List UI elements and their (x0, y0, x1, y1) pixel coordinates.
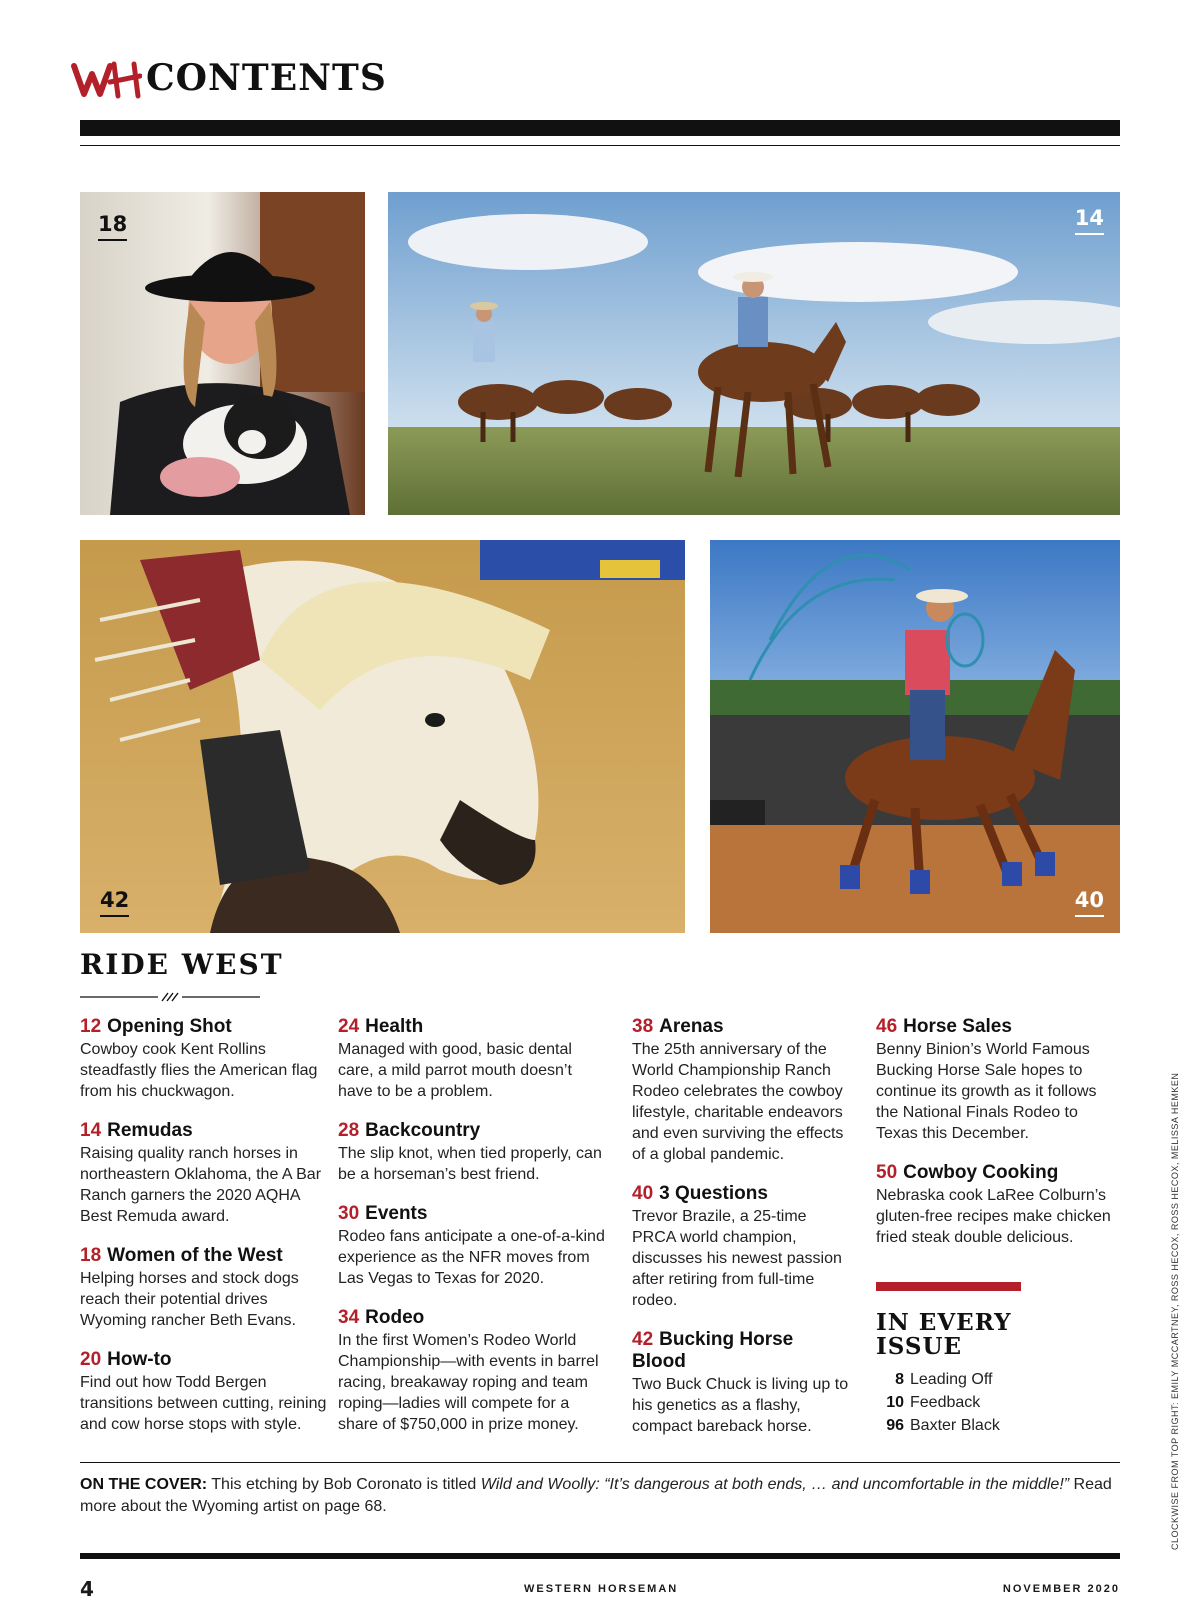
entry-page: 40 (632, 1183, 654, 1204)
entry-description: Helping horses and stock dogs reach their potential drives Wyoming rancher Beth Evans. (80, 1270, 299, 1329)
item-page: 8 (895, 1371, 904, 1388)
item-label: Feedback (910, 1394, 981, 1411)
cover-rule (80, 1462, 1120, 1463)
entry-title: Women of the West (107, 1245, 283, 1266)
photo-credit: CLOCKWISE FROM TOP RIGHT: EMILY MCCARTNEY, ROSS HECOX, ROSS HECOX, MELISSA HEMKEN (1170, 1072, 1180, 1550)
page-tag-40: 40 (1075, 888, 1104, 917)
entry-page: 24 (338, 1016, 360, 1037)
item-page: 10 (886, 1394, 904, 1411)
item-label: Leading Off (910, 1371, 993, 1388)
entry-page: 30 (338, 1203, 360, 1224)
entry-title: Rodeo (365, 1307, 425, 1328)
page-number: 4 (80, 1577, 94, 1601)
entry-title: Health (365, 1016, 424, 1037)
entry-description: Managed with good, basic dental care, a mild parrot mouth doesn’t have to be a problem. (338, 1041, 572, 1100)
entry-title: Backcountry (365, 1120, 481, 1141)
ride-west-divider (80, 992, 260, 1002)
publication-name: WESTERN HORSEMAN (524, 1583, 679, 1595)
toc-entry[interactable] (338, 1307, 608, 1435)
entry-page: 28 (338, 1120, 360, 1141)
entry-page: 50 (876, 1162, 898, 1183)
entry-page: 34 (338, 1307, 360, 1328)
entry-description: Two Buck Chuck is living up to his genetics as a flashy, compact bareback horse. (632, 1376, 849, 1435)
entry-title: 3 Questions (659, 1183, 768, 1204)
page-tag-14: 14 (1075, 206, 1104, 235)
contents-heading: CONTENTS (146, 57, 387, 99)
toc-entry[interactable] (876, 1162, 1121, 1248)
entry-description: The slip knot, when tied properly, can be a horseman’s best friend. (338, 1145, 602, 1183)
every-issue-list (876, 1368, 1000, 1437)
page-tag-18: 18 (98, 212, 127, 241)
entry-title: Arenas (659, 1016, 724, 1037)
entry-title: Remudas (107, 1120, 193, 1141)
entry-page: 46 (876, 1016, 898, 1037)
entry-title: Horse Sales (903, 1016, 1012, 1037)
entry-description: Nebraska cook LaRee Colburn’s gluten-free recipes make chicken fried steak double delicious. (876, 1187, 1111, 1246)
entry-description: Trevor Brazile, a 25-time PRCA world champion, discusses his newest passion after retiring from full-time rodeo. (632, 1208, 842, 1309)
every-issue-item[interactable] (876, 1414, 1000, 1437)
item-page: 96 (886, 1417, 904, 1434)
entry-title: Events (365, 1203, 428, 1224)
toc-column-1 (80, 1016, 330, 1453)
entry-description: Cowboy cook Kent Rollins steadfastly flies the American flag from his chuckwagon. (80, 1041, 318, 1100)
entry-page: 14 (80, 1120, 102, 1141)
issue-date: NOVEMBER 2020 (1002, 1583, 1120, 1595)
toc-column-4 (876, 1016, 1121, 1266)
toc-entry[interactable] (632, 1329, 852, 1437)
toc-entry[interactable] (876, 1016, 1121, 1144)
ride-west-heading: RIDE WEST (80, 948, 284, 981)
cover-label: ON THE COVER: (80, 1476, 208, 1493)
photo-woman-with-puppy[interactable] (80, 192, 365, 515)
toc-column-2 (338, 1016, 608, 1453)
every-issue-heading: IN EVERY ISSUE (876, 1309, 1012, 1360)
wh-logo (70, 58, 142, 100)
entry-description: Find out how Todd Bergen transitions between cutting, reining and cow horse stops with style. (80, 1374, 327, 1433)
cover-title: Wild and Woolly: “It’s dangerous at both ends, … and uncomfortable in the middle!” (480, 1476, 1070, 1493)
photo-bucking-horse[interactable] (80, 540, 685, 933)
entry-description: In the first Women’s Rodeo World Championship—with events in barrel racing, breakaway roping and team roping—ladies will compete for a share of $750,000 in prize money. (338, 1332, 599, 1433)
entry-description: The 25th anniversary of the World Championship Ranch Rodeo celebrates the cowboy lifestyle, charitable endeavors and even surviving the effects of a global pandemic. (632, 1041, 844, 1163)
cover-text-after: Read more about the Wyoming artist on page 68. (80, 1476, 1112, 1515)
footer-rule (80, 1553, 1120, 1559)
cover-text-before: This etching by Bob Coronato is titled (207, 1476, 481, 1493)
page-tag-42: 42 (100, 888, 129, 917)
toc-entry[interactable] (80, 1245, 330, 1331)
toc-entry[interactable] (632, 1016, 852, 1165)
header-rule-thin (80, 145, 1120, 146)
toc-entry[interactable] (80, 1349, 330, 1435)
toc-column-3 (632, 1016, 852, 1455)
item-label: Baxter Black (910, 1417, 1000, 1434)
entry-title: Opening Shot (107, 1016, 232, 1037)
every-issue-accent-bar (876, 1282, 1021, 1291)
photo-roper-sorrel[interactable] (710, 540, 1120, 933)
photo-remuda-pasture[interactable] (388, 192, 1120, 515)
entry-title: Cowboy Cooking (903, 1162, 1059, 1183)
entry-page: 42 (632, 1329, 654, 1350)
every-issue-item[interactable] (876, 1391, 1000, 1414)
entry-title: Bucking Horse Blood (632, 1329, 794, 1372)
toc-entry[interactable] (80, 1120, 330, 1227)
entry-page: 20 (80, 1349, 102, 1370)
every-issue-item[interactable] (876, 1368, 1000, 1391)
header-rule-thick (80, 120, 1120, 136)
toc-entry[interactable] (80, 1016, 330, 1102)
toc-entry[interactable] (338, 1203, 608, 1289)
toc-entry[interactable] (632, 1183, 852, 1311)
entry-page: 12 (80, 1016, 102, 1037)
entry-page: 18 (80, 1245, 102, 1266)
entry-description: Raising quality ranch horses in northeastern Oklahoma, the A Bar Ranch garners the 2020 AQHA Best Remuda award. (80, 1145, 322, 1225)
entry-page: 38 (632, 1016, 654, 1037)
entry-description: Benny Binion’s World Famous Bucking Horse Sale hopes to continue its growth as it follows the National Finals Rodeo to Texas this December. (876, 1041, 1097, 1142)
entry-title: How-to (107, 1349, 172, 1370)
toc-entry[interactable] (338, 1016, 608, 1102)
toc-entry[interactable] (338, 1120, 608, 1185)
cover-note (80, 1474, 1120, 1518)
entry-description: Rodeo fans anticipate a one-of-a-kind experience as the NFR moves from Las Vegas to Texas for 2020. (338, 1228, 605, 1287)
